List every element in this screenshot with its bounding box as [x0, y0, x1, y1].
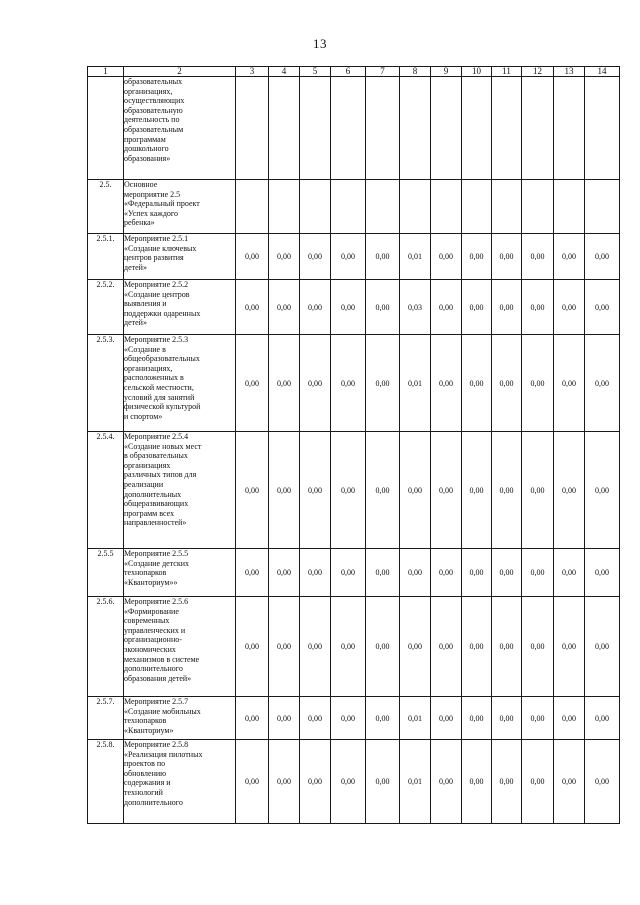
value-cell: 0,03 [400, 280, 431, 335]
value-cell: 0,00 [431, 549, 462, 597]
value-cell: 0,00 [331, 697, 366, 740]
value-cell [331, 77, 366, 180]
value-cell: 0,00 [431, 335, 462, 432]
description-line: выявления и [124, 299, 167, 309]
value-cell: 0,00 [585, 280, 620, 335]
value-cell: 0,00 [269, 280, 300, 335]
value-cell: 0,00 [462, 432, 492, 549]
value-cell: 0,00 [300, 234, 331, 280]
description-line: Мероприятие 2.5.8 [124, 740, 189, 749]
description-line: дошкольного [124, 144, 169, 154]
description-line: дополнительных [124, 489, 182, 499]
value-cell: 0,00 [554, 697, 585, 740]
column-number: 14 [585, 67, 620, 77]
description-line: Мероприятие 2.5.2 [124, 280, 189, 289]
value-cell: 0,00 [462, 234, 492, 280]
description-line: условий для занятий [124, 392, 195, 402]
value-cell: 0,00 [431, 697, 462, 740]
value-cell: 0,00 [236, 335, 269, 432]
value-cell: 0,00 [366, 432, 400, 549]
value-cell: 0,00 [554, 597, 585, 697]
row-code: 2.5.1. [88, 234, 124, 280]
description-line: образования детей» [124, 673, 192, 683]
value-cell: 0,01 [400, 335, 431, 432]
column-number: 8 [400, 67, 431, 77]
value-cell: 0,00 [269, 549, 300, 597]
description-line: поддержки одаренных [124, 308, 201, 318]
description-line: общеразвивающих [124, 499, 189, 509]
value-cell: 0,00 [554, 335, 585, 432]
description-line: образовательную [124, 105, 183, 115]
column-number: 4 [269, 67, 300, 77]
description-line: образовательным [124, 124, 184, 134]
description-line: механизмов в системе [124, 654, 200, 664]
value-cell: 0,00 [331, 432, 366, 549]
value-cell [492, 77, 522, 180]
description-line: «Создание детских [124, 558, 190, 568]
value-cell: 0,00 [554, 549, 585, 597]
column-number: 9 [431, 67, 462, 77]
value-cell: 0,00 [300, 740, 331, 824]
value-cell: 0,00 [462, 335, 492, 432]
description-line: обновлению [124, 768, 167, 778]
value-cell: 0,00 [236, 432, 269, 549]
value-cell: 0,00 [269, 740, 300, 824]
description-line: расположенных в [124, 373, 184, 383]
value-cell [366, 77, 400, 180]
row-code: 2.5.6. [88, 597, 124, 697]
row-code: 2.5.7. [88, 697, 124, 740]
table-row [88, 697, 620, 740]
value-cell [554, 77, 585, 180]
description-line: экономических [124, 644, 176, 654]
column-number: 7 [366, 67, 400, 77]
row-code: 2.5.4. [88, 432, 124, 549]
value-cell: 0,00 [300, 432, 331, 549]
value-cell: 0,00 [269, 234, 300, 280]
value-cell: 0,00 [462, 697, 492, 740]
table-row [88, 549, 620, 597]
description-line: мероприятие 2.5 [124, 189, 181, 199]
row-code: 2.5.5 [88, 549, 124, 597]
value-cell: 0,00 [554, 740, 585, 824]
value-cell: 0,00 [462, 549, 492, 597]
value-cell: 0,00 [585, 697, 620, 740]
value-cell: 0,00 [462, 280, 492, 335]
value-cell: 0,00 [522, 697, 554, 740]
value-cell: 0,00 [492, 697, 522, 740]
description-line: ребенка» [124, 218, 155, 228]
description-line: организациях, [124, 363, 173, 373]
value-cell: 0,00 [331, 280, 366, 335]
column-number: 13 [554, 67, 585, 77]
value-cell [236, 77, 269, 180]
description-line: организациях [124, 460, 171, 470]
value-cell: 0,00 [554, 280, 585, 335]
value-cell: 0,00 [431, 597, 462, 697]
value-cell [585, 77, 620, 180]
value-cell: 0,00 [522, 432, 554, 549]
value-cell [269, 180, 300, 234]
description-line: проектов по [124, 759, 166, 769]
value-cell: 0,00 [585, 549, 620, 597]
description-line: деятельность по [124, 115, 180, 125]
value-cell [522, 180, 554, 234]
row-description [124, 549, 236, 597]
description-line: «Создание ключевых [124, 243, 197, 253]
value-cell: 0,00 [269, 335, 300, 432]
table-row [88, 432, 620, 549]
value-cell: 0,00 [492, 335, 522, 432]
description-line: Мероприятие 2.5.1 [124, 234, 189, 243]
description-line: «Успех каждого [124, 208, 178, 218]
value-cell: 0,00 [492, 234, 522, 280]
value-cell: 0,00 [492, 597, 522, 697]
value-cell: 0,00 [431, 280, 462, 335]
description-line: организационно- [124, 635, 182, 645]
column-number: 1 [88, 67, 124, 77]
description-line: общеобразовательных [124, 354, 200, 364]
description-line: программ всех [124, 508, 175, 518]
value-cell: 0,00 [366, 335, 400, 432]
description-line: детей» [124, 318, 147, 328]
value-cell: 0,00 [366, 597, 400, 697]
table-row [88, 234, 620, 280]
column-number: 10 [462, 67, 492, 77]
description-line: различных типов для [124, 470, 197, 480]
value-cell: 0,00 [522, 280, 554, 335]
value-cell: 0,00 [331, 549, 366, 597]
column-number: 3 [236, 67, 269, 77]
value-cell: 0,00 [522, 335, 554, 432]
description-line: «Реализация пилотных [124, 749, 203, 759]
value-cell: 0,00 [236, 280, 269, 335]
value-cell: 0,00 [585, 234, 620, 280]
description-line: и спортом» [124, 411, 163, 421]
description-line: дополнительного [124, 664, 183, 674]
value-cell: 0,00 [431, 234, 462, 280]
description-line: управленческих и [124, 625, 186, 635]
value-cell: 0,01 [400, 234, 431, 280]
description-line: «Федеральный проект [124, 199, 200, 209]
description-line: «Создание в [124, 344, 166, 354]
value-cell: 0,00 [462, 597, 492, 697]
value-cell [400, 77, 431, 180]
row-description [124, 280, 236, 335]
description-line: технопарков [124, 716, 167, 726]
value-cell: 0,00 [492, 432, 522, 549]
description-line: «Создание новых мест [124, 441, 202, 451]
value-cell: 0,00 [522, 234, 554, 280]
value-cell: 0,00 [300, 335, 331, 432]
description-line: программам [124, 134, 166, 144]
value-cell: 0,00 [269, 697, 300, 740]
value-cell: 0,00 [366, 697, 400, 740]
description-line: «Формирование [124, 606, 179, 616]
description-line: технопарков [124, 568, 167, 578]
description-line: Мероприятие 2.5.4 [124, 432, 189, 441]
value-cell: 0,00 [236, 740, 269, 824]
description-line: реализации [124, 479, 164, 489]
description-line: «Создание центров [124, 289, 190, 299]
value-cell [431, 77, 462, 180]
value-cell: 0,00 [492, 280, 522, 335]
column-number: 6 [331, 67, 366, 77]
value-cell: 0,00 [431, 432, 462, 549]
value-cell: 0,00 [492, 740, 522, 824]
row-code: 2.5.2. [88, 280, 124, 335]
value-cell: 0,00 [400, 549, 431, 597]
row-code [88, 77, 124, 180]
value-cell [462, 180, 492, 234]
value-cell: 0,00 [366, 549, 400, 597]
column-number: 11 [492, 67, 522, 77]
value-cell: 0,00 [522, 597, 554, 697]
row-description [124, 597, 236, 697]
description-line: «Кванториум» [124, 725, 174, 735]
value-cell [366, 180, 400, 234]
value-cell: 0,00 [331, 234, 366, 280]
value-cell [300, 180, 331, 234]
description-line: сельской местности, [124, 382, 194, 392]
budget-table [87, 66, 620, 824]
column-number: 12 [522, 67, 554, 77]
value-cell: 0,00 [554, 432, 585, 549]
description-line: Мероприятие 2.5.3 [124, 335, 189, 344]
value-cell [236, 180, 269, 234]
description-line: «Создание мобильных [124, 706, 201, 716]
value-cell: 0,00 [236, 597, 269, 697]
value-cell [331, 180, 366, 234]
value-cell: 0,00 [400, 597, 431, 697]
value-cell: 0,00 [366, 740, 400, 824]
description-line: Мероприятие 2.5.6 [124, 597, 189, 606]
value-cell: 0,00 [331, 597, 366, 697]
description-line: содержания и [124, 778, 171, 788]
table-row [88, 180, 620, 234]
row-description [124, 740, 236, 824]
description-line: Основное [124, 180, 158, 189]
value-cell: 0,00 [236, 234, 269, 280]
value-cell [462, 77, 492, 180]
column-number-row [88, 67, 620, 77]
description-line: образовательных [124, 77, 183, 86]
row-code: 2.5. [88, 180, 124, 234]
value-cell [269, 77, 300, 180]
value-cell: 0,00 [585, 740, 620, 824]
value-cell: 0,00 [236, 697, 269, 740]
value-cell: 0,00 [331, 335, 366, 432]
value-cell: 0,00 [400, 432, 431, 549]
value-cell: 0,00 [492, 549, 522, 597]
value-cell: 0,00 [269, 432, 300, 549]
page-number: 13 [313, 36, 327, 51]
value-cell [522, 77, 554, 180]
row-description [124, 77, 236, 180]
value-cell: 0,00 [431, 740, 462, 824]
value-cell: 0,00 [366, 234, 400, 280]
value-cell: 0,00 [300, 597, 331, 697]
description-line: Мероприятие 2.5.5 [124, 549, 189, 558]
value-cell: 0,01 [400, 697, 431, 740]
table-row [88, 597, 620, 697]
value-cell: 0,00 [585, 335, 620, 432]
value-cell: 0,00 [522, 740, 554, 824]
value-cell: 0,00 [331, 740, 366, 824]
value-cell: 0,00 [554, 234, 585, 280]
description-line: детей» [124, 262, 147, 272]
value-cell: 0,00 [522, 549, 554, 597]
description-line: дополнительного [124, 797, 183, 807]
value-cell [492, 180, 522, 234]
row-description [124, 180, 236, 234]
value-cell [400, 180, 431, 234]
value-cell: 0,00 [300, 697, 331, 740]
row-code: 2.5.3. [88, 335, 124, 432]
value-cell: 0,00 [300, 280, 331, 335]
value-cell: 0,00 [585, 432, 620, 549]
description-line: технологий [124, 787, 163, 797]
row-description [124, 335, 236, 432]
description-line: образования» [124, 153, 171, 163]
value-cell: 0,00 [236, 549, 269, 597]
value-cell [300, 77, 331, 180]
row-description [124, 432, 236, 549]
description-line: «Кванториум»» [124, 577, 178, 587]
description-line: осуществляющих [124, 96, 185, 106]
value-cell: 0,00 [366, 280, 400, 335]
table-row [88, 335, 620, 432]
value-cell: 0,00 [269, 597, 300, 697]
column-number: 2 [124, 67, 236, 77]
table-row [88, 77, 620, 180]
table-row [88, 740, 620, 824]
table-row [88, 280, 620, 335]
row-description [124, 697, 236, 740]
value-cell: 0,01 [400, 740, 431, 824]
description-line: в образовательных [124, 451, 188, 461]
description-line: направленностей» [124, 518, 187, 528]
row-description [124, 234, 236, 280]
value-cell: 0,00 [300, 549, 331, 597]
column-number: 5 [300, 67, 331, 77]
description-line: центров развития [124, 253, 184, 263]
value-cell: 0,00 [585, 597, 620, 697]
value-cell [554, 180, 585, 234]
description-line: организациях, [124, 86, 173, 96]
value-cell [585, 180, 620, 234]
description-line: современных [124, 616, 170, 626]
value-cell: 0,00 [462, 740, 492, 824]
description-line: физической культурой [124, 402, 201, 412]
value-cell [431, 180, 462, 234]
description-line: Мероприятие 2.5.7 [124, 697, 189, 706]
row-code: 2.5.8. [88, 740, 124, 824]
